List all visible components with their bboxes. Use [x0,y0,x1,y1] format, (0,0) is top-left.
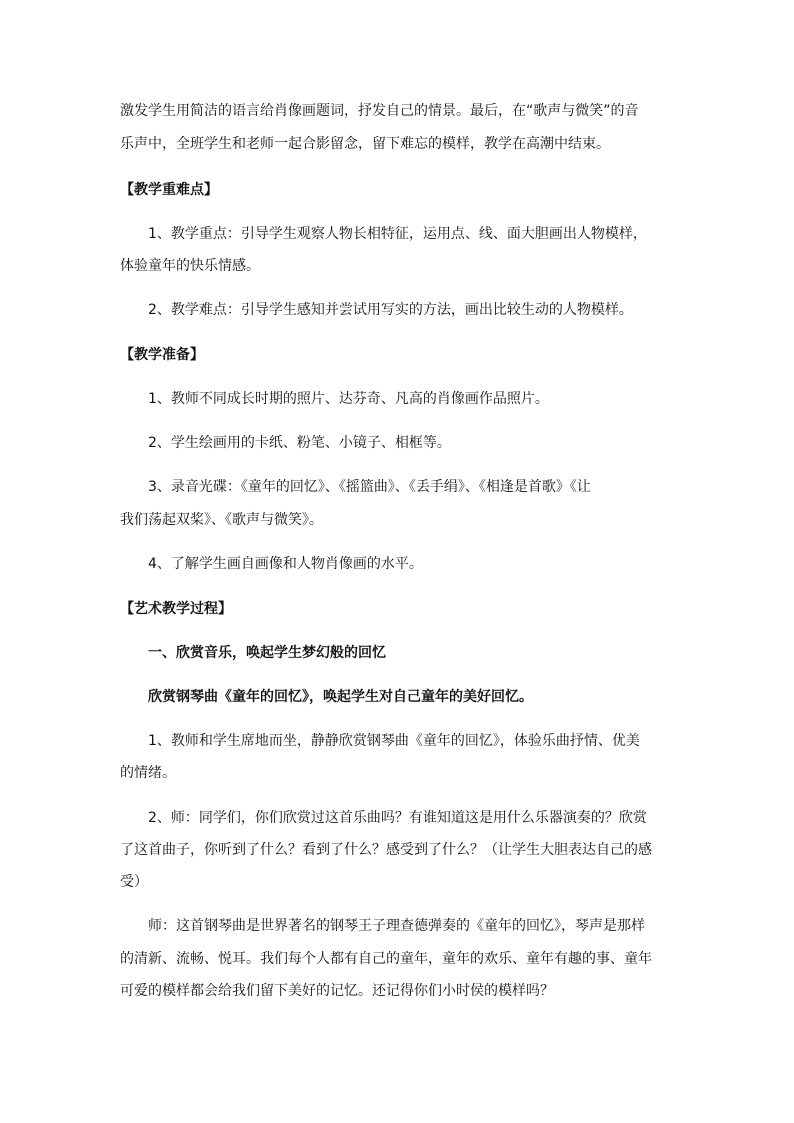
text-line: 乐声中，全班学生和老师一起合影留念，留下难忘的模样，教学在高潮中结束。 [120,136,610,152]
text-line: 的情绪。 [120,765,176,781]
text-line: 了这首曲子，你听到了什么？看到了什么？感受到了什么？（让学生大胆表达自己的感 [120,842,652,858]
text-line: 3、录音光碟：《童年的回忆》、《摇篮曲》、《丢手绢》、《相逢是首歌》《让 [148,479,591,495]
text-line: 师：这首钢琴曲是世界著名的钢琴王子理查德弹奏的《童年的回忆》，琴声是那样 [148,918,645,934]
text-line: 的清新、流畅、悦耳。我们每个人都有自己的童年，童年的欢乐、童年有趣的事、童年 [120,951,652,967]
subsection-heading: 欣赏钢琴曲《童年的回忆》，唤起学生对自己童年的美好回忆。 [148,689,533,705]
text-line: 2、师：同学们，你们欣赏过这首乐曲吗？有谁知道这是用什么乐器演奏的？欣赏 [148,810,647,826]
text-line: 体验童年的快乐情感。 [120,258,260,274]
section-heading: 【教学重难点】 [120,182,218,198]
text-line: 1、教师和学生席地而坐，静静欣赏钢琴曲《童年的回忆》，体验乐曲抒情、优美 [148,733,640,749]
text-line: 2、学生绘画用的卡纸、粉笔、小镜子、相框等。 [148,435,451,451]
text-line: 4、了解学生画自画像和人物肖像画的水平。 [148,556,423,572]
text-line: 我们荡起双桨》、《歌声与微笑》。 [120,512,323,528]
text-line: 受） [120,874,148,890]
text-line: 激发学生用简洁的语言给肖像画题词，抒发自己的情景。最后，在“歌声与微笑”的音 [120,103,639,119]
section-heading: 【教学准备】 [120,347,204,363]
text-line: 1、教师不同成长时期的照片、达芬奇、凡高的肖像画作品照片。 [148,391,549,407]
text-line: 2、教学难点：引导学生感知并尝试用写实的方法，画出比较生动的人物模样。 [148,302,633,318]
subsection-heading: 一、欣赏音乐，唤起学生梦幻般的回忆 [148,645,386,661]
text-line: 1、教学重点：引导学生观察人物长相特征，运用点、线、面大胆画出人物模样， [148,226,647,242]
text-line: 可爱的模样都会给我们留下美好的记忆。还记得你们小时侯的模样吗？ [120,983,554,999]
section-heading: 【艺术教学过程】 [120,601,232,617]
